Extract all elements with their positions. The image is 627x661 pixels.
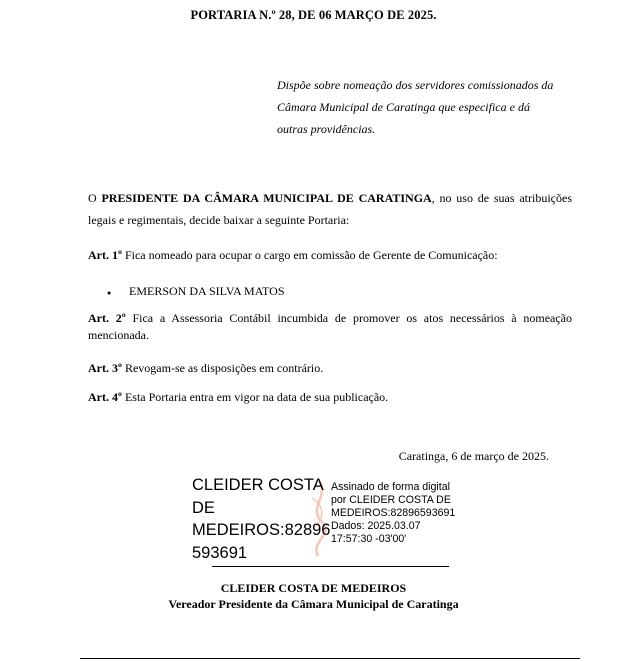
intro-prefix: O bbox=[88, 191, 102, 205]
summary-ementa bbox=[277, 74, 572, 140]
article-label: Art. 2º bbox=[88, 311, 126, 325]
article-4 bbox=[88, 386, 572, 408]
article-text: Fica nomeado para ocupar o cargo em comissão de Gerente de Comunicação: bbox=[121, 248, 498, 262]
signature-detail-line: 17:57:30 -03'00' bbox=[331, 533, 407, 545]
intro-rest: , no uso de suas atribuições legais e regimentais, decide baixar a seguinte Portaria: bbox=[88, 191, 572, 227]
signature-name-line: DE bbox=[192, 498, 215, 517]
document-title: PORTARIA N.º 28, DE 06 MARÇO DE 2025. bbox=[190, 8, 437, 22]
digital-signature-name bbox=[192, 474, 332, 564]
signature-name-line: 593691 bbox=[192, 543, 248, 562]
signature-line bbox=[212, 566, 449, 567]
article-text: Revogam-se as disposições em contrário. bbox=[121, 361, 324, 375]
intro-bold: PRESIDENTE DA CÂMARA MUNICIPAL DE CARATINGA bbox=[101, 191, 432, 205]
article-text: Esta Portaria entra em vigor na data de sua publicação. bbox=[121, 390, 389, 404]
signature-name-line: CLEIDER COSTA bbox=[192, 476, 324, 494]
footer-divider bbox=[80, 658, 580, 659]
article-label: Art. 1º bbox=[88, 248, 122, 262]
signature-detail-line: Assinado de forma digital bbox=[331, 481, 450, 493]
signer-role: Vereador Presidente da Câmara Municipal de Caratinga bbox=[168, 597, 459, 611]
signature-detail-line: por CLEIDER COSTA DE bbox=[331, 494, 451, 506]
nominee-list-item bbox=[107, 281, 285, 303]
nominee-name: EMERSON DA SILVA MATOS bbox=[129, 284, 285, 298]
summary-line: Câmara Municipal de Caratinga que especifica e dá bbox=[277, 100, 530, 114]
bullet-icon: ● bbox=[107, 289, 112, 297]
signer-name: CLEIDER COSTA DE MEDEIROS bbox=[220, 581, 407, 595]
article-2 bbox=[88, 310, 572, 344]
summary-line: Dispõe sobre nomeação dos servidores comissionados da bbox=[277, 78, 554, 92]
digital-signature-details bbox=[331, 481, 501, 546]
article-text: Fica a Assessoria Contábil incumbida de promover os atos necessários à nomeação mencionada. bbox=[88, 311, 573, 342]
article-1 bbox=[88, 244, 572, 266]
intro-paragraph bbox=[88, 187, 572, 231]
signature-detail-line: Dados: 2025.03.07 bbox=[331, 520, 421, 532]
signature-name-line: MEDEIROS:82896 bbox=[192, 521, 331, 539]
article-label: Art. 4º bbox=[88, 390, 122, 404]
article-label: Art. 3º bbox=[88, 361, 122, 375]
summary-line: outras providências. bbox=[277, 122, 376, 136]
article-3 bbox=[88, 357, 572, 379]
place-date: Caratinga, 6 de março de 2025. bbox=[398, 449, 549, 463]
signature-detail-line: MEDEIROS:82896593691 bbox=[331, 507, 456, 519]
